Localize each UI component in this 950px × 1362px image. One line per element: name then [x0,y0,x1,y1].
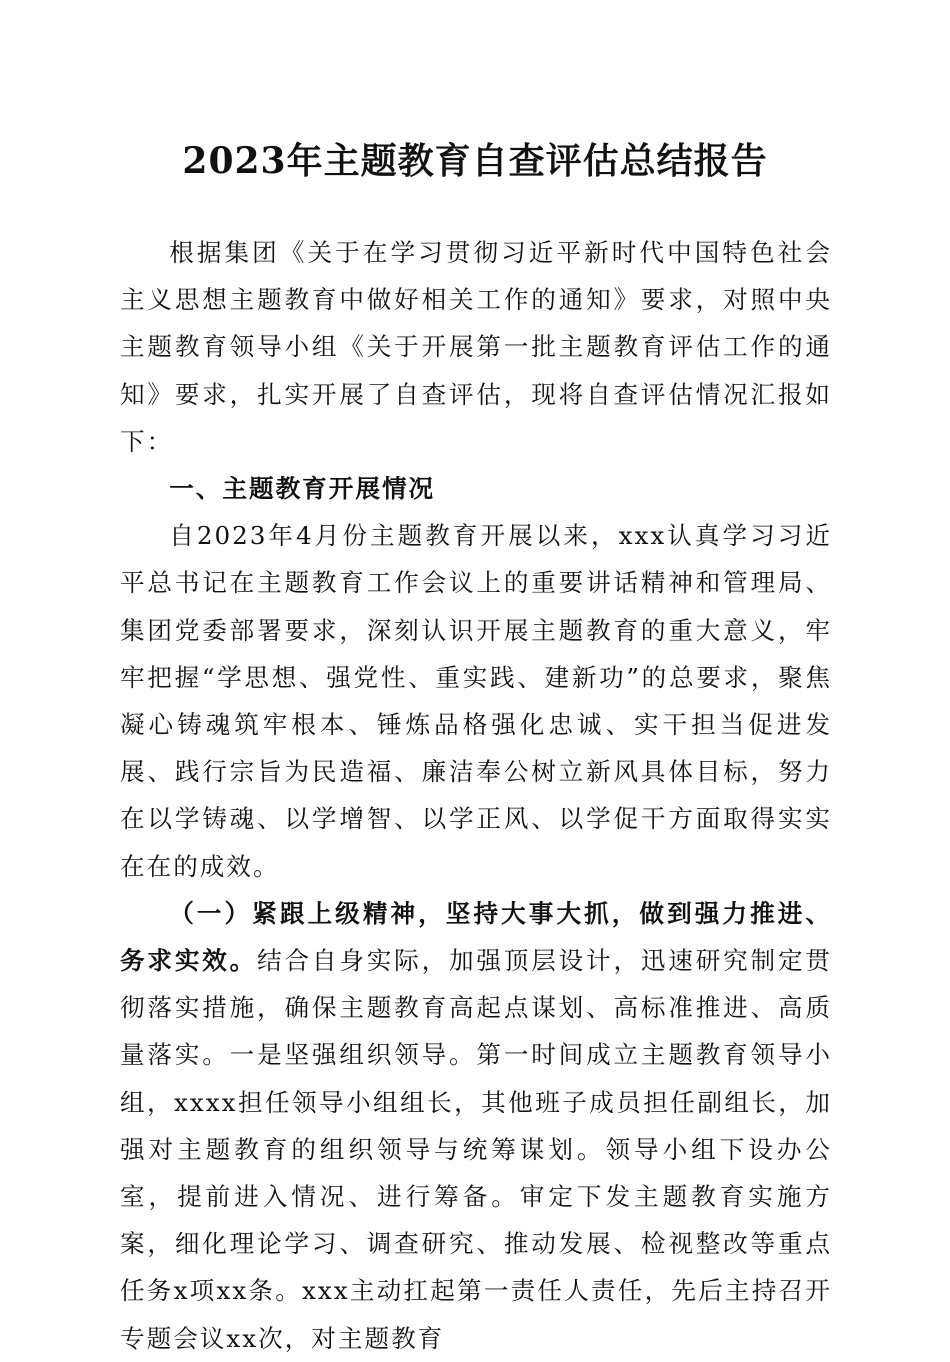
subsection-1-paragraph [120,890,832,1362]
intro-paragraph: 根据集团《关于在学习贯彻习近平新时代中国特色社会主义思想主题教育中做好相关工作的通知》要求，对照中央主题教育领导小组《关于开展第一批主题教育评估工作的通知》要求，扎实开展了自查评估，现将自查评估情况汇报如下： [120,238,832,456]
document-title: 2023年主题教育自查评估总结报告 [182,140,768,182]
document-body [120,229,832,1362]
subsection-1-body: 结合自身实际，加强顶层设计，迅速研究制定贯彻落实措施，确保主题教育高起点谋划、高标准推进、高质量落实。一是坚强组织领导。第一时间成立主题教育领导小组，xxxx担任领导小组组长，其他班子成员担任副组长，加强对主题教育的组织领导与统筹谋划。领导小组下设办公室，提前进入情况、进行筹备。审定下发主题教育实施方案，细化理论学习、调查研究、推动发展、检视整改等重点任务x项xx条。xxx主动扛起第一责任人责任，先后主持召开专题会议xx次，对主题教育 [120,946,832,1353]
section-1-heading: 一、主题教育开展情况 [169,474,436,504]
subsection-1-lead: （一）紧跟上级精神，坚持大事大抓，做到强力推进、务求实效。 [120,898,832,976]
section-1-paragraph: 自2023年4月份主题教育开展以来，xxx认真学习习近平总书记在主题教育工作会议上的重要讲话精神和管理局、集团党委部署要求，深刻认识开展主题教育的重大意义，牢牢把握“学思想、强党性、重实践、建新功”的总要求，聚焦凝心铸魂筑牢根本、锤炼品格强化忠诚、实干担当促进发展、践行宗旨为民造福、廉洁奉公树立新风具体目标，努力在以学铸魂、以学增智、以学正风、以学促干方面取得实实在在的成效。 [120,521,832,881]
